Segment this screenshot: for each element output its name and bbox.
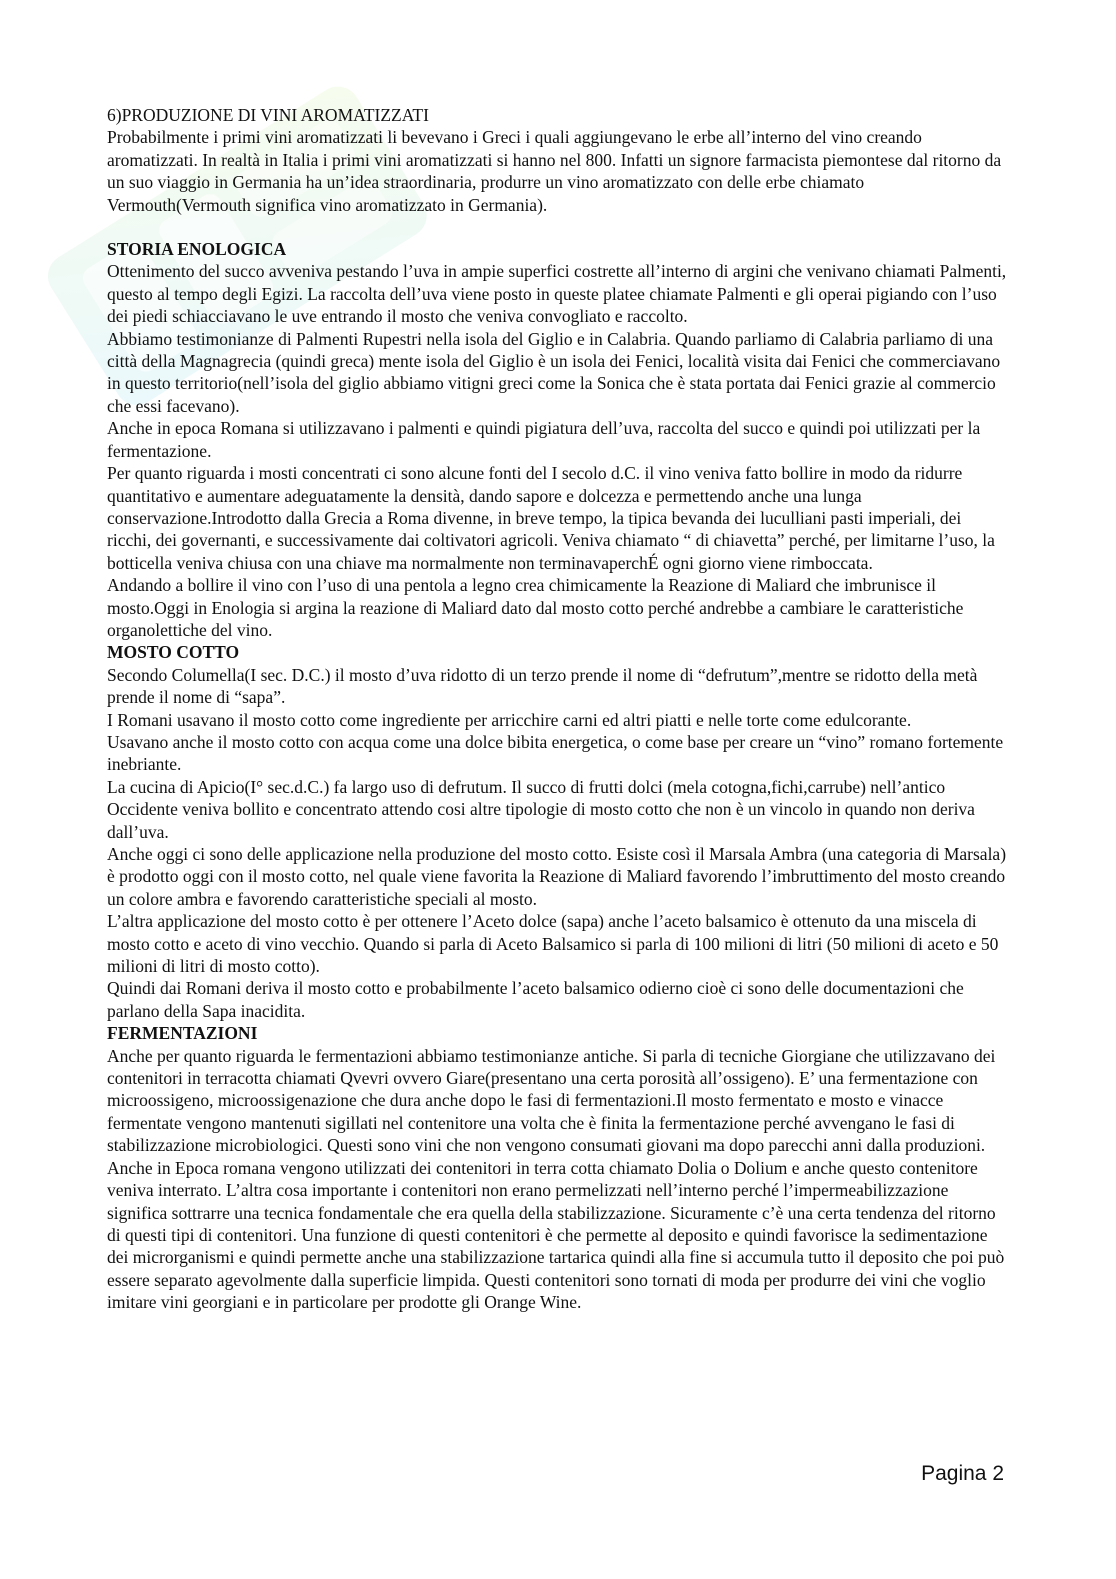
paragraph: La cucina di Apicio(I° sec.d.C.) fa largo uso di defrutum. Il succo di frutti dolci (mela cotogna,fichi,carrube) nell’antico Occidente veniva bollito e concentrato attendo cosi altre tipologie di mosto cotto che non è un vincolo in quando non deriva dall’uva. — [107, 776, 975, 842]
paragraph: Anche in Epoca romana vengono utilizzati dei contenitori in terra cotta chiamato Dolia o Dolium e anche questo contenitore veniva interrato. L’altra cosa importante i contenitori non erano permelizzati nell’interno perché l’impermeabilizzazione significa sottrarre una tecnica fondamentale che era quella della stabilizzazione. Sicuramente c’è una certa tendenza del ritorno di questi tipi di contenitori. Una funzione di questi contenitori è che permette al deposito e quindi favorisce la sedimentazione dei microrganismi e quindi permette anche una stabilizzazione tartarica quindi alla fine si accumula tutto il deposito che poi può essere separato agevolmente dalla superficie limpida. Questi contenitori sono tornati di moda per produrre dei vini che voglio imitare vini georgiani e in particolare per prodotte gli Orange Wine. — [107, 1157, 1005, 1313]
paragraph: Andando a bollire il vino con l’uso di una pentola a legno crea chimicamente la Reazione di Maliard che imbrunisce il mosto.Oggi in Enologia si argina la reazione di Maliard dato dal mosto cotto perché andrebbe a cambiare le caratteristiche organolettiche del vino. — [107, 575, 964, 640]
paragraph: Abbiamo testimonianze di Palmenti Rupestri nella isola del Giglio e in Calabria. Quando parliamo di Calabria parliamo di una città della Magnagrecia (quindi greca) mente isola del Giglio è un isola dei Fenici, località visita dai Fenici che commerciavano in questo territorio(nell’isola del giglio abbiamo vitigni greci come la Sonica che è stata portata dai Fenici grazie al commercio che essi facevano). — [107, 328, 1001, 416]
section-title-fermentazioni: FERMENTAZIONI — [107, 1023, 258, 1044]
paragraph: Anche in epoca Romana si utilizzavano i palmenti e quindi pigiatura dell’uva, raccolta del succo e quindi poi utilizzati per la fermentazione. — [107, 418, 981, 461]
paragraph: Anche per quanto riguarda le fermentazioni abbiamo testimonianze antiche. Si parla di tecniche Giorgiane che utilizzavano dei contenitori in terracotta chiamati Qvevri ovvero Giare(presentano una certa porosità all’ossigeno). E’ una fermentazione con microossigeno, microossigenazione che dura anche dopo le fasi di fermentazioni.Il mosto fermentato e mosto e vinacce fermentate vengono mantenuti sigillati nel contenitore una volta che è finita la fermentazione perché avvengano le fasi di stabilizzazione microbiologici. Questi sono vini che non vengono consumati giovani ma dopo parecchi anni dalla produzioni. — [107, 1045, 996, 1156]
paragraph: Ottenimento del succo avveniva pestando l’uva in ampie superfici costrette all’interno di argini che venivano chiamati Palmenti, questo al tempo degli Egizi. La raccolta dell’uva viene posto in queste platee chiamate Palmenti e gli operai pigiando con l’uso dei piedi schiacciavano le uve entrando il mosto che veniva convogliato e raccolto. — [107, 261, 1007, 327]
paragraph: I Romani usavano il mosto cotto come ingrediente per arricchire carni ed altri piatti e nelle torte come edulcorante. — [107, 709, 912, 730]
intro-paragraph: Probabilmente i primi vini aromatizzati li bevevano i Greci i quali aggiungevano le erbe all’interno del vino creando aromatizzati. In realtà in Italia i primi vini aromatizzati si hanno nel 800. Infatti un signore farmacista piemontese dal ritorno da un suo viaggio in Germania ha un’idea straordinaria, produrre un vino aromatizzato con delle erbe chiamato Vermouth(Vermouth significa vino aromatizzato in Germania). — [107, 127, 1002, 215]
paragraph: Secondo Columella(I sec. D.C.) il mosto d’uva ridotto di un terzo prende il nome di “defrutum”,mentre se ridotto della metà prende il nome di “sapa”. — [107, 664, 978, 708]
paragraph: Quindi dai Romani deriva il mosto cotto e probabilmente l’aceto balsamico odierno cioè ci sono delle documentazioni che parlano della Sapa inacidita. — [107, 978, 964, 1021]
paragraph: Per quanto riguarda i mosti concentrati ci sono alcune fonti del I secolo d.C. il vino veniva fatto bollire in modo da ridurre quantitativo e aumentare adeguatamente la densità, dando sapore e dolcezza e permettendo anche una lunga conservazione.Introdotto dalla Grecia a Roma divenne, in breve tempo, la tipica bevanda dei luculliani pasti imperiali, dei ricchi, dei governanti, e successivamente dai coltivatori agricoli. Veniva chiamato “ di chiavetta” perché, per limitarne l’uso, la botticella veniva chiusa con una chiave ma normalmente non terminavaperchÉ ogni giorno viene rimboccata. — [107, 463, 995, 573]
paragraph: L’altra applicazione del mosto cotto è per ottenere l’Aceto dolce (sapa) anche l’aceto balsamico è ottenuto da una miscela di mosto cotto e aceto di vino vecchio. Quando si parla di Aceto Balsamico si parla di 100 milioni di litri (50 milioni di aceto e 50 milioni di litri di mosto cotto). — [107, 911, 999, 977]
section-title-storia-enologica: STORIA ENOLOGICA — [107, 239, 287, 260]
page-number: Pagina 2 — [921, 1462, 1004, 1485]
document-body — [107, 104, 1007, 1314]
paragraph: Anche oggi ci sono delle applicazione nella produzione del mosto cotto. Esiste così il Marsala Ambra (una categoria di Marsala) è prodotto oggi con il mosto cotto, nel quale viene favorita la Reazione di Maliard favorendo l’imbruttimento del mosto creando un colore ambra e favorendo caratteristiche speciali al mosto. — [107, 844, 1007, 909]
paragraph: Usavano anche il mosto cotto con acqua come una dolce bibita energetica, o come base per creare un “vino” romano fortemente inebriante. — [107, 731, 1004, 775]
section-title-mosto-cotto: MOSTO COTTO — [107, 642, 240, 663]
document-heading: 6)PRODUZIONE DI VINI AROMATIZZATI — [107, 105, 429, 125]
spacer — [107, 216, 1007, 238]
